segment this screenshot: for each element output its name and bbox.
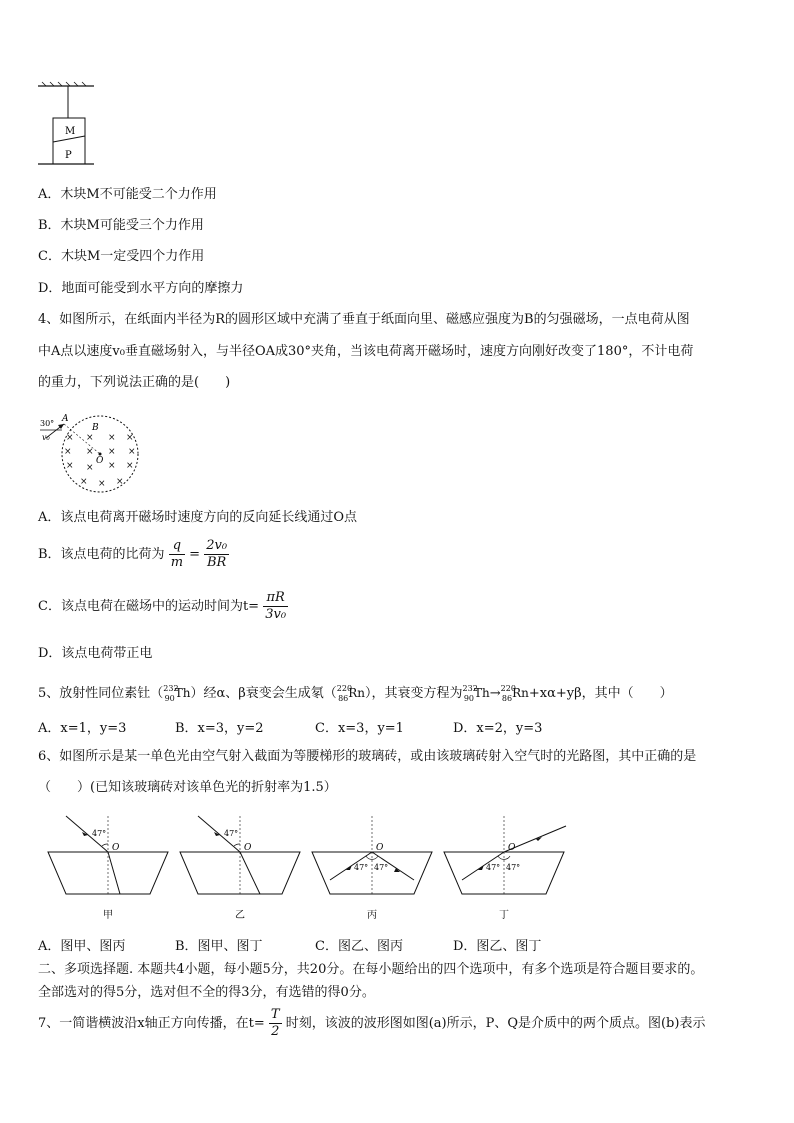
q6-stem-line2: （ ）(已知该玻璃砖对该单色光的折射率为1.5） [38, 780, 337, 795]
q4-stem-line2: 中A点以速度v₀垂直磁场射入，与半径OA成30°夹角，当该电荷离开磁场时，速度方向刚好改变了180°，不计电荷 [38, 344, 694, 359]
fig-yi-o: O [244, 843, 252, 853]
q5-option-c: C．x=3，y=1 [315, 721, 404, 736]
radon-isotope [337, 680, 365, 708]
q3-option-b: B．木块M可能受三个力作用 [38, 218, 204, 233]
q6-option-b: B．图甲、图丁 [175, 939, 263, 954]
q6-stem-line1: 6、如图所示是某一单色光由空气射入截面为等腰梯形的玻璃砖，或由该玻璃砖射入空气时的光路图，其中正确的是 [38, 749, 697, 764]
equation-radon [501, 680, 529, 708]
point-b-label: B [92, 423, 99, 433]
eq-rn-number: 86 [501, 694, 513, 703]
q4-option-a: A．该点电荷离开磁场时速度方向的反向延长线通过O点 [38, 510, 358, 525]
fig-bing-angle-right: 47° [374, 863, 389, 872]
eq-rn-mass: 220 [500, 684, 516, 693]
q7-time-fraction [269, 1007, 282, 1040]
q5-option-a: A．x=1，y=3 [38, 721, 127, 736]
rn-number: 86 [338, 694, 349, 703]
q5-part4: +xα+yβ，其中（ ） [528, 686, 673, 701]
q5-option-d: D．x=2，y=3 [453, 721, 543, 736]
charge-ratio-lhs [169, 538, 185, 571]
point-o-label: O [96, 456, 104, 466]
fig-yi-angle: 47° [224, 829, 239, 838]
svg-text:×: × [128, 447, 136, 457]
time-num: πR [263, 590, 288, 607]
decay-arrow: → [489, 686, 501, 701]
q4-option-d: D．该点电荷带正电 [38, 646, 153, 661]
svg-text:×: × [80, 477, 88, 487]
rhs-num: 2v₀ [206, 538, 228, 553]
fig-jia-caption: 甲 [103, 910, 113, 921]
q4-option-c-prefix: C．该点电荷在磁场中的运动时间为t= [38, 599, 260, 614]
charge-ratio-rhs [204, 538, 229, 571]
time-den: 3v₀ [265, 607, 287, 622]
figure-ding [440, 808, 568, 924]
figure-jia [44, 808, 172, 924]
fig-bing-angle-left: 47° [354, 863, 369, 872]
equation-thorium [463, 680, 490, 708]
q4-stem-line3: 的重力，下列说法正确的是( ) [38, 375, 231, 390]
q5-option-b: B．x=3，y=2 [175, 721, 264, 736]
rn-symbol: Rn [348, 686, 366, 700]
svg-text:×: × [108, 447, 116, 457]
svg-text:×: × [86, 447, 94, 457]
block-figure [36, 80, 96, 170]
block-m-label: M [65, 126, 76, 137]
svg-text:×: × [66, 433, 74, 443]
q7-stem [38, 1006, 705, 1042]
q7-prefix: 7、一简谐横波沿x轴正方向传播，在t= [38, 1016, 265, 1031]
th-mass: 232 [163, 684, 179, 693]
q3-option-a: A．木块M不可能受二个力作用 [38, 187, 217, 202]
rhs-den: BR [206, 555, 227, 570]
fig-bing-o: O [376, 843, 384, 853]
svg-text:×: × [126, 461, 134, 471]
svg-text:×: × [126, 433, 134, 443]
q3-option-c: C．木块M一定受四个力作用 [38, 249, 205, 264]
q7-suffix: 时刻，该波的波形图如图(a)所示，P、Q是介质中的两个质点。图(b)表示 [285, 1016, 706, 1031]
q5-part1: 5、放射性同位素钍（ [38, 686, 164, 701]
fig-ding-angle-right: 47° [506, 863, 521, 872]
q6-option-d: D．图乙、图丁 [453, 939, 542, 954]
fig-ding-angle-left: 47° [486, 863, 501, 872]
q6-option-a: A．图甲、图丙 [38, 939, 126, 954]
lhs-den: m [170, 555, 184, 570]
th-number: 90 [164, 694, 175, 703]
q7-num: T [270, 1007, 280, 1022]
fig-ding-o: O [508, 843, 516, 853]
svg-text:×: × [116, 477, 124, 487]
q4-option-c [38, 590, 288, 623]
fig-jia-o: O [112, 843, 120, 853]
q4-option-b [38, 538, 229, 571]
eq-th-number: 90 [463, 694, 474, 703]
angle-30-label: 30° [40, 419, 55, 428]
q4-stem-line1: 4、如图所示，在纸面内半径为R的圆形区域中充满了垂直于纸面向里、磁感应强度为B的匀强磁场，一点电荷从图 [38, 312, 690, 327]
lhs-num: q [169, 538, 185, 555]
fig-jia-angle: 47° [92, 829, 107, 838]
svg-text:×: × [86, 433, 94, 443]
figure-bing [308, 808, 436, 924]
section2-line1: 二、多项选择题. 本题共4小题，每小题5分，共20分。在每小题给出的四个选项中，有多个选项是符合题目要求的。 [38, 962, 704, 977]
q7-den: 2 [271, 1024, 280, 1039]
figure-yi [176, 808, 304, 924]
q3-option-d: D．地面可能受到水平方向的摩擦力 [38, 281, 244, 296]
svg-text:×: × [98, 479, 106, 489]
time-fraction [263, 590, 288, 623]
point-a-label: A [62, 414, 69, 424]
velocity-label: v₀ [42, 433, 50, 442]
fig-yi-caption: 乙 [235, 910, 245, 921]
fig-ding-caption: 丁 [499, 910, 509, 921]
th-symbol: Th [174, 686, 191, 700]
eq-rn-symbol: Rn [512, 686, 529, 700]
section2-line2: 全部选对的得5分，选对但不全的得3分，有选错的得0分。 [38, 985, 375, 1000]
q5-part2: ）经α、β衰变会生成氡（ [190, 686, 337, 701]
thorium-isotope [163, 680, 190, 708]
q6-option-c: C．图乙、图丙 [315, 939, 403, 954]
q4-option-b-prefix: B．该点电荷的比荷为 [38, 547, 165, 562]
magnetic-field-figure [36, 408, 156, 498]
svg-text:×: × [108, 433, 116, 443]
q5-stem [38, 680, 673, 708]
svg-text:×: × [86, 463, 94, 473]
rn-mass: 220 [336, 684, 353, 693]
svg-text:×: × [64, 447, 72, 457]
svg-text:×: × [66, 461, 74, 471]
block-p-label: P [65, 150, 72, 161]
equals-sign: = [189, 547, 201, 562]
svg-text:×: × [108, 461, 116, 471]
eq-th-symbol: Th [474, 686, 490, 700]
fig-bing-caption: 丙 [367, 910, 377, 921]
eq-th-mass: 232 [462, 684, 478, 693]
q5-part3: ），其衰变方程为 [365, 686, 463, 701]
